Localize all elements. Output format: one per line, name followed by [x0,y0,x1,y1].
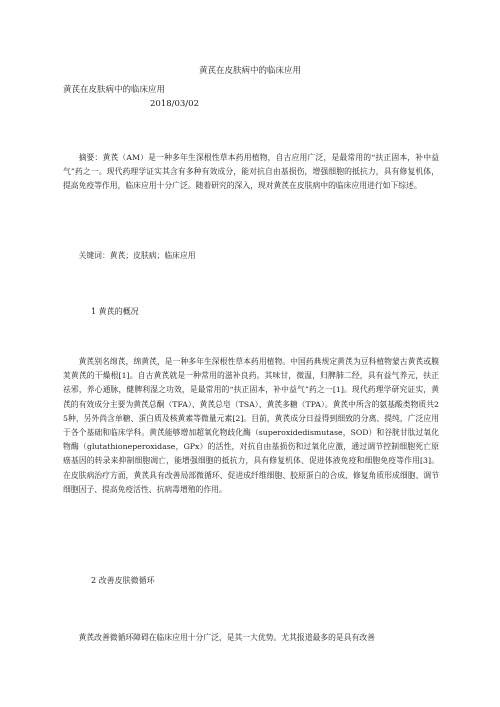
section-heading-microcirculation: 2 改善皮肤微循环 [91,576,155,585]
section-heading-overview: 1 黄芪的概况 [91,307,139,316]
section-body-microcirculation: 黄芪改善微循环障碍在临床应用十分广泛，是其一大优势。尤其报道最多的是具有改善 [78,633,375,642]
keywords-line: 关键词：黄芪；皮肤病；临床应用 [78,251,196,260]
abstract-paragraph: 摘要：黄芪（AM）是一种多年生深根性草本药用植物，自古应用广泛，是最常用的“扶正固本，补中益气”药之一。现代药理学证实其含有多种有效成分，能对抗自由基损伤，增强细胞的抵抗力，具有修复机体，提高免疫等作用，临床应用十分广泛。随着研究的深入，现对黄芪在皮肤病中的临床应用进行如下综述。 [63,153,439,191]
publish-date: 2018/03/02 [150,99,199,109]
document-title: 黄芪在皮肤病中的临床应用 [198,66,301,76]
section-body-overview: 黄芪别名绵芪，绵黄芪，是一种多年生深根性草本药用植物。中国药典规定黄芪为豆科植物蒙古黄芪或膜荚黄芪的干燥根[1]。自古黄芪就是一种常用的滋补良药。其味甘，微温，归脾肺二经，具有益气养元，扶正祛邪，养心通脉，健脾利湿之功效，是最常用的“扶正固本，补中益气”药之一[1]。现代药理学研究证实，黄芪的有效成分主要为黄芪总酮（TFA）、黄芪总皂（TSA）、黄芪多糖（TPA）。黄芪中所含的氨基酸类物质共25种，另外尚含单糖、蛋白质及核黄素等微量元素[2]。目前，黄芪成分日益得到细致的分离、提纯，广泛应用于各个基础和临床学科。黄芪能够增加超氧化物歧化酶（superoxidedismutase，SOD）和谷胱甘肽过氧化物酶（glutathioneperoxidase，GPx）的活性，对抗自由基损伤和过氧化应激，通过调节控制细胞死亡原癌基因的转录来抑制细胞凋亡，能增强细胞的抵抗力，具有修复机体、促进体液免疫和细胞免疫等作用[3]。在皮肤病治疗方面，黄芪具有改善局部微循环、促进成纤维细胞、胶原蛋白的合成、修复角质形成细胞、调节细胞因子、提高免疫活性、抗病毒增殖的作用。 [63,357,439,494]
document-subtitle: 黄芪在皮肤病中的临床应用 [63,85,166,95]
